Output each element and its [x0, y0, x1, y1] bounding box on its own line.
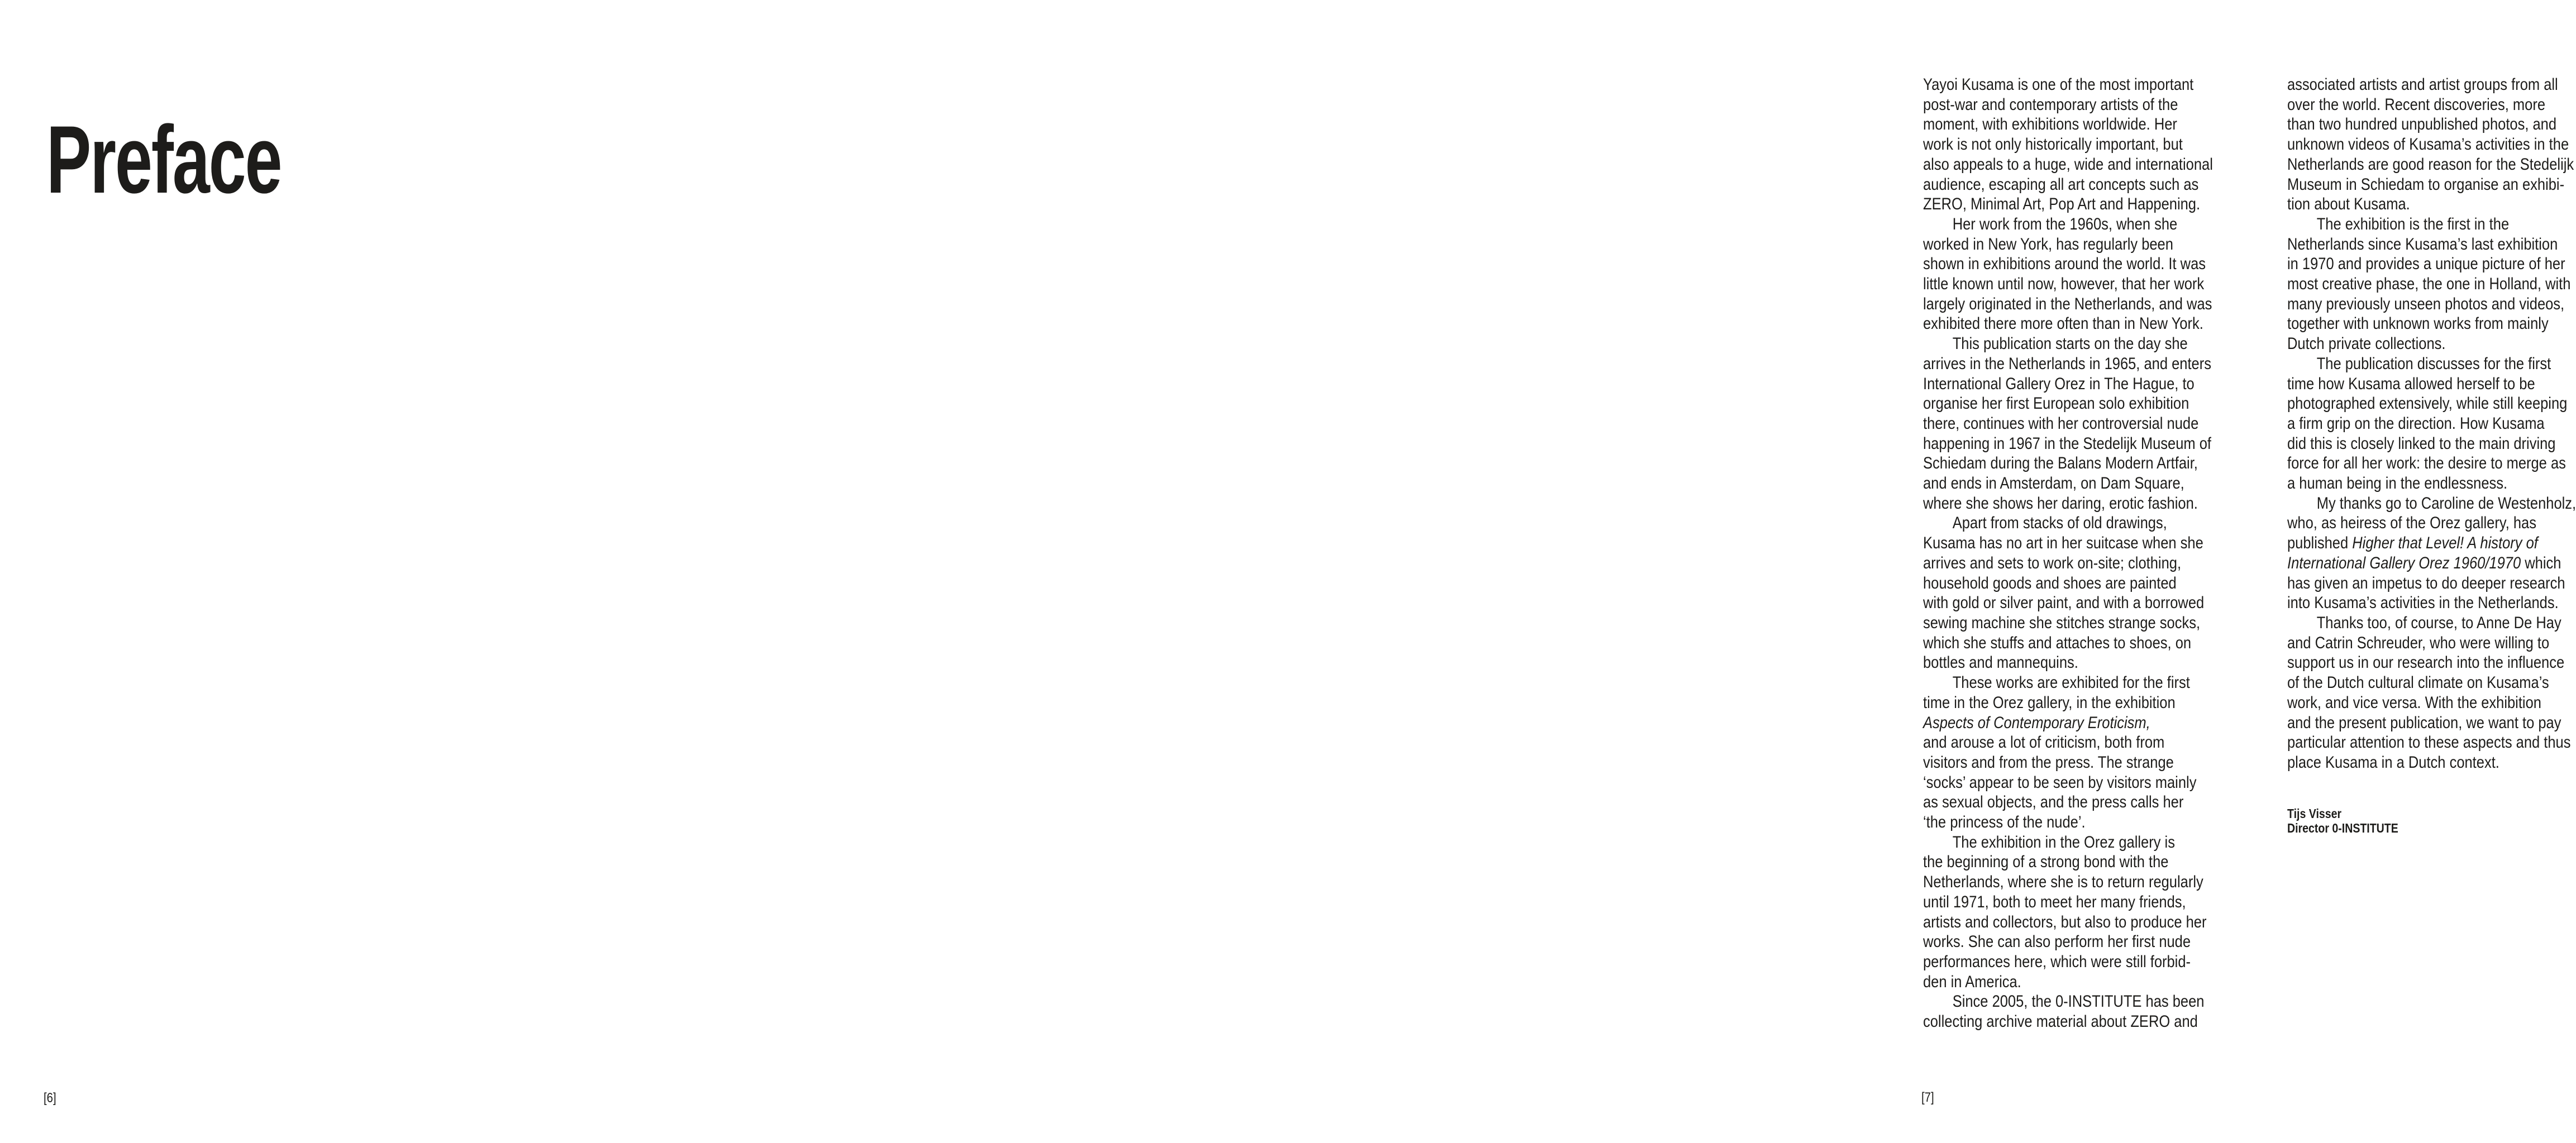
italic-book-title: Aspects of Contemporary Eroticism, [1923, 713, 2150, 732]
paragraph: Apart from stacks of old drawings, Kusama has no art in her suitcase when she arrives and sets to work on-site; clothing, household goods and shoes are painted with gold or silver paint, and with a borrowed sewing machine she stitches strange socks, which she stuffs and attaches to shoes, on bottles and mannequins. [1923, 514, 2205, 672]
paragraph: The publication discusses for the first time how Kusama allowed herself to be photographed extensively, while still keeping a firm grip on the direction. How Kusama did this is closely linked to the main driving force for all her work: the desire to merge as a human being in the endlessness. [2287, 354, 2568, 493]
paragraph: Yayoi Kusama is one of the most important post-war and contemporary artists of the moment, with exhibitions worldwide. Her work is not only historically important, but also appeals to a huge, wide and international audience, escaping all art concepts such as ZERO, Minimal Art, Pop Art and Happening. [1923, 75, 2213, 214]
italic-book-title: International Gallery Orez 1960/1970 [2287, 553, 2521, 572]
text-column-1 [1923, 75, 2213, 1032]
signature-name: Tijs Visser [2287, 806, 2342, 821]
paragraph: associated artists and artist groups from all over the world. Recent discoveries, more than two hundred unpublished photos, and unknown videos of Kusama’s activities in the Netherlands are good reason for the Stedelijk Museum in Schiedam to organise an exhibi- tion about Kusama. [2287, 75, 2574, 214]
page-right [923, 0, 2576, 1143]
paragraph: My thanks go to Caroline de Westenholz, who, as heiress of the Orez gallery, has published Higher that Level! A history of International Gallery Orez 1960/1970 which has given an impetus to do deeper research into Kusama’s activities in the Netherlands. [2287, 494, 2576, 613]
signature-role: Director 0-INSTITUTE [2287, 821, 2398, 835]
paragraph: This publication starts on the day she arrives in the Netherlands in 1965, and enters International Gallery Orez in The Hague, to organise her first European solo exhibition there, continues with her controversial nude happening in 1967 in the Stedelijk Museum of Schiedam during the Balans Modern Artfair, and ends in Amsterdam, on Dam Square, where she shows her daring, erotic fashion. [1923, 334, 2212, 513]
page-title: Preface [46, 106, 282, 214]
paragraph: Since 2005, the 0-INSTITUTE has been collecting archive material about ZERO and [1923, 992, 2205, 1031]
italic-book-title: Higher that Level! A history of [2352, 534, 2538, 553]
paragraph: The exhibition is the first in the Netherlands since Kusama’s last exhibition in 1970 and provides a unique picture of her most creative phase, the one in Holland, with many previously unseen photos and videos, together with unknown works from mainly Dutch private collections. [2287, 214, 2571, 353]
page-number-left: [6] [44, 1091, 56, 1106]
page-number-right: [7] [1921, 1090, 1934, 1105]
paragraph: These works are exhibited for the first time in the Orez gallery, in the exhibition Aspects of Contemporary Eroticism, and arouse a lot of criticism, both from visitors and from the press. The strange ‘socks’ appear to be seen by visitors mainly as sexual objects, and the press calls her ‘the princess of the nude’. [1923, 673, 2197, 832]
text-column-2 [2287, 75, 2576, 773]
paragraph: Thanks too, of course, to Anne De Hay and Catrin Schreuder, who were willing to support us in our research into the influence of the Dutch cultural climate on Kusama’s work, and vice versa. With the exhibition and the present publication, we want to pay particular attention to these aspects and thus place Kusama in a Dutch context. [2287, 613, 2571, 772]
paragraph: Her work from the 1960s, when she worked in New York, has regularly been shown in exhibitions around the world. It was little known until now, however, that her work largely originated in the Netherlands, and was exhibited there more often than in New York. [1923, 214, 2212, 333]
signature-block [2287, 806, 2398, 835]
page-left [0, 0, 923, 1143]
paragraph: The exhibition in the Orez gallery is the beginning of a strong bond with the Netherlands, where she is to return regularly until 1971, both to meet her many friends, artists and collectors, but also to produce her works. She can also perform her first nude performances here, which were still forbid- den in America. [1923, 833, 2207, 991]
